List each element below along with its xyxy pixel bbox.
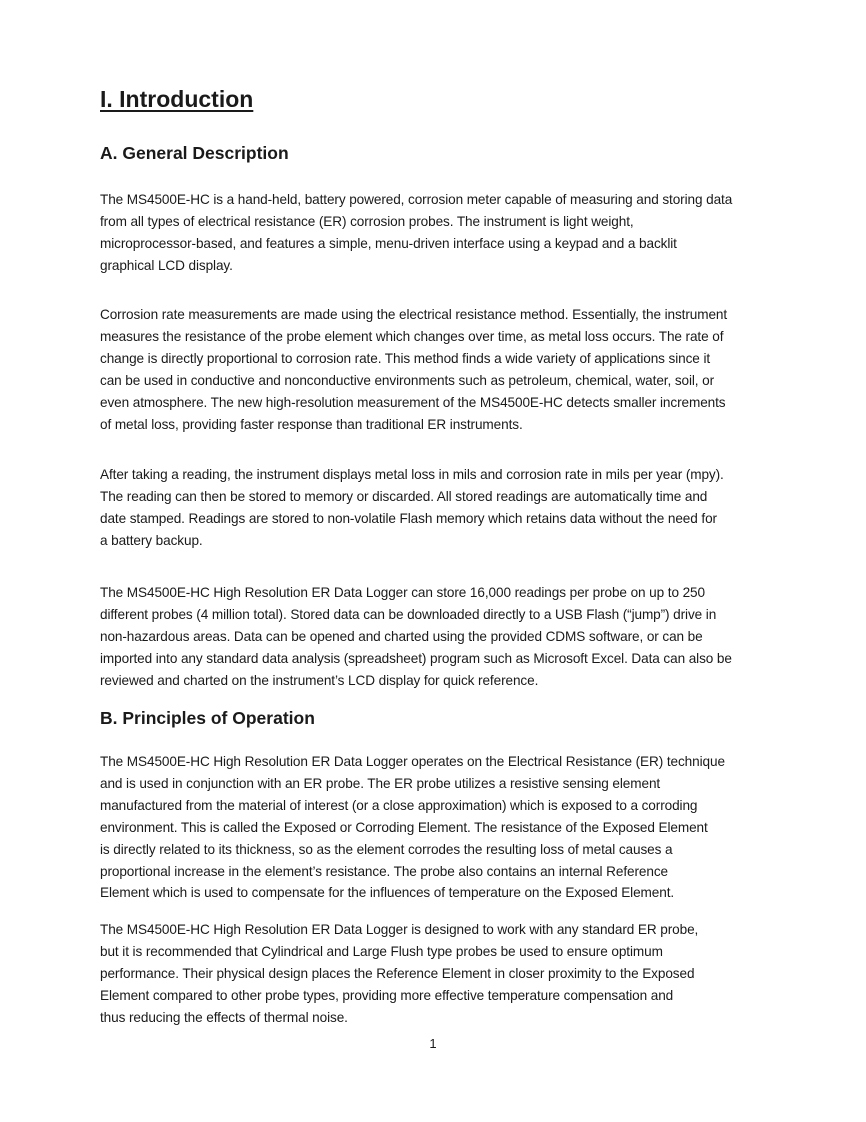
text-line: thus reducing the effects of thermal noise. xyxy=(100,1009,348,1025)
section-b-heading: B. Principles of Operation xyxy=(100,708,315,728)
text-line: The MS4500E-HC High Resolution ER Data Logger operates on the Electrical Resistance (ER) technique xyxy=(100,754,725,769)
paragraph xyxy=(100,751,750,904)
text-line: After taking a reading, the instrument displays metal loss in mils and corrosion rate in mils per year (mpy). xyxy=(100,467,724,482)
text-line: non-hazardous areas. Data can be opened and charted using the provided CDMS software, or can be xyxy=(100,628,703,644)
text-line: imported into any standard data analysis (spreadsheet) program such as Microsoft Excel. Data can also be xyxy=(100,650,732,666)
paragraph xyxy=(100,582,750,692)
text-line: different probes (4 million total). Stored data can be downloaded directly to a USB Flash (“jump”) drive in xyxy=(100,606,717,622)
text-line: Corrosion rate measurements are made using the electrical resistance method. Essentially, the instrument xyxy=(100,307,728,322)
text-line: but it is recommended that Cylindrical and Large Flush type probes be used to ensure optimum xyxy=(100,943,663,959)
text-line: from all types of electrical resistance (ER) corrosion probes. The instrument is light weight, xyxy=(100,213,634,229)
text-line: reviewed and charted on the instrument’s LCD display for quick reference. xyxy=(100,672,539,688)
text-line: microprocessor-based, and features a simple, menu-driven interface using a keypad and a backlit xyxy=(100,235,677,251)
section-a-heading: A. General Description xyxy=(100,143,289,163)
text-line: graphical LCD display. xyxy=(100,257,233,273)
text-line: date stamped. Readings are stored to non-volatile Flash memory which retains data without the need for xyxy=(100,510,717,526)
text-line: Element which is used to compensate for the influences of temperature on the Exposed Element. xyxy=(100,885,675,901)
paragraph xyxy=(100,189,750,277)
text-line: is directly related to its thickness, so as the element corrodes the resulting loss of metal causes a xyxy=(100,841,673,857)
text-line: The MS4500E-HC High Resolution ER Data Logger can store 16,000 readings per probe on up to 250 xyxy=(100,585,705,600)
text-line: The MS4500E-HC High Resolution ER Data Logger is designed to work with any standard ER probe, xyxy=(100,922,699,937)
text-line: a battery backup. xyxy=(100,532,203,548)
text-line: and is used in conjunction with an ER probe. The ER probe utilizes a resistive sensing element xyxy=(100,775,661,791)
text-line: The reading can then be stored to memory or discarded. All stored readings are automatically time and xyxy=(100,488,708,504)
text-line: performance. Their physical design places the Reference Element in closer proximity to the Exposed xyxy=(100,965,695,981)
paragraph xyxy=(100,919,750,1029)
text-line: Element compared to other probe types, providing more effective temperature compensation and xyxy=(100,987,674,1003)
text-line: measures the resistance of the probe element which changes over time, as metal loss occurs. The rate of xyxy=(100,328,724,344)
text-line: even atmosphere. The new high-resolution measurement of the MS4500E-HC detects smaller increments xyxy=(100,394,726,410)
text-line: of metal loss, providing faster response than traditional ER instruments. xyxy=(100,416,523,432)
paragraph xyxy=(100,464,750,552)
text-line: change is directly proportional to corrosion rate. This method finds a wide variety of applications since it xyxy=(100,350,711,366)
text-line: The MS4500E-HC is a hand-held, battery powered, corrosion meter capable of measuring and storing data xyxy=(100,192,733,207)
main-heading: I. Introduction xyxy=(100,86,254,112)
text-line: manufactured from the material of interest (or a close approximation) which is exposed to a corroding xyxy=(100,797,698,813)
text-line: environment. This is called the Exposed or Corroding Element. The resistance of the Exposed Element xyxy=(100,819,708,835)
page-number: 1 xyxy=(429,1036,437,1051)
text-line: can be used in conductive and nonconductive environments such as petroleum, chemical, water, soil, or xyxy=(100,372,715,388)
text-line: proportional increase in the element’s resistance. The probe also contains an internal Reference xyxy=(100,863,668,879)
paragraph xyxy=(100,304,750,435)
